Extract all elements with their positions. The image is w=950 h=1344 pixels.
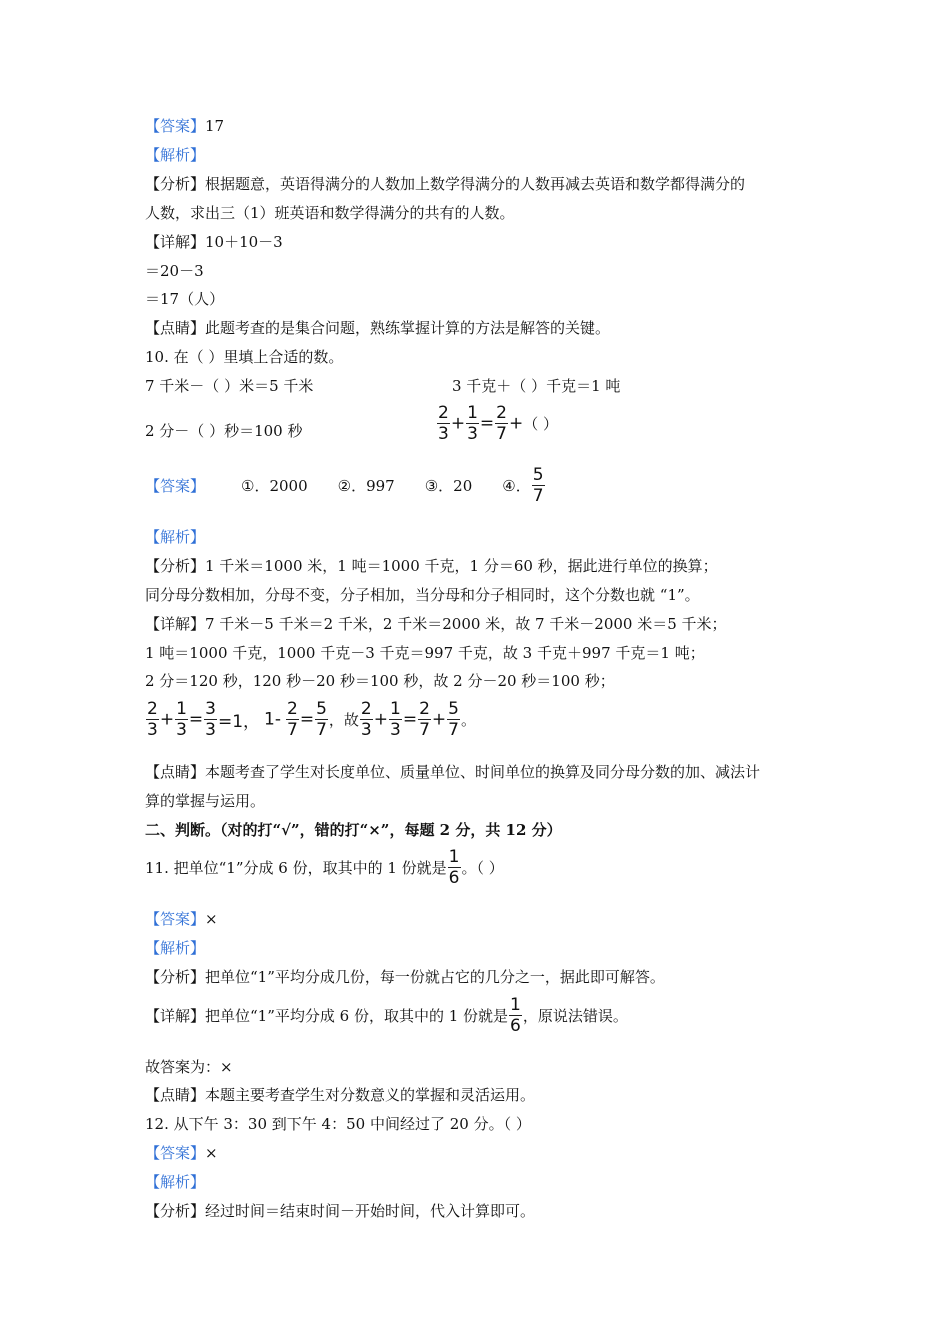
q10-row2-equation: $\frac{2}{3}$ + $\frac{1}{3}$ = $\frac{2}{7}$ +（ ） — [438, 403, 559, 444]
fraction: $\frac{1}{3}$ — [390, 699, 401, 740]
q9-detail-line2: ＝20－3 — [145, 262, 204, 280]
q10-comment-line1: 【点睛】本题考查了学生对长度单位、质量单位、时间单位的换算及同分母分数的加、减法计 — [145, 763, 761, 781]
q10-row2-left: 2 分－（ ）秒＝100 秒 — [145, 422, 303, 440]
answer-tag: 【答案】 — [145, 117, 206, 135]
fraction: $\frac{1}{3}$ — [467, 403, 478, 444]
q11-question: 11. 把单位“1”分成 6 份，取其中的 1 份就是 $\frac{1}{6}$ 。（ ） — [145, 847, 504, 888]
q11-answer-line — [145, 909, 218, 929]
q9-detail-line1: 【详解】10＋10－3 — [145, 233, 283, 251]
q10-title: 10. 在（ ）里填上合适的数。 — [145, 348, 344, 366]
q10-detail-line1: 【详解】7 千米－5 千米＝2 千米，2 千米＝2000 米，故 7 千米－2000 米＝5 千米； — [145, 615, 727, 633]
q9-detail-line3: ＝17（人） — [145, 290, 225, 308]
q10-analysis-line2: 同分母分数相加，分母不变，分子相加，当分母和分子相同时，这个分数也就 “1”。 — [145, 586, 700, 604]
q10-detail-line2: 1 吨＝1000 千克，1000 千克－3 千克＝997 千克，故 3 千克＋997 千克＝1 吨； — [145, 644, 705, 662]
fraction: $\frac{2}{7}$ — [496, 403, 507, 444]
q10-answer-3: ③．20 — [424, 477, 473, 495]
q10-analysis-tag: 【解析】 — [145, 528, 206, 546]
fraction: $\frac{5}{7}$ — [316, 699, 327, 740]
q9-answer: 17 — [205, 117, 225, 135]
fraction: $\frac{2}{7}$ — [287, 699, 298, 740]
q12-analysis: 【分析】经过时间＝结束时间－开始时间，代入计算即可。 — [145, 1202, 536, 1220]
fraction: $\frac{1}{3}$ — [176, 699, 187, 740]
q11-comment: 【点睛】本题主要考查学生对分数意义的掌握和灵活运用。 — [145, 1086, 536, 1104]
q10-fraction-equations: $\frac{2}{3}$ + $\frac{1}{3}$ = $\frac{3}{3}$ =1， 1- $\frac{2}{7}$ = $\frac{5}{7}$ ，故 $\frac{2}{3}$ + $\frac{1}{3}$ = $\frac{2}{7}$ + $\frac{5}{7}$ 。 — [147, 699, 476, 740]
q9-answer-line — [145, 116, 224, 136]
q12-analysis-tag: 【解析】 — [145, 1173, 206, 1191]
q10-detail-line3: 2 分＝120 秒，120 秒－20 秒＝100 秒，故 2 分－20 秒＝100 秒； — [145, 672, 615, 690]
fraction: $\frac{2}{7}$ — [419, 699, 430, 740]
q11-detail: 【详解】把单位“1”平均分成 6 份，取其中的 1 份就是 $\frac{1}{6}$ ，原说法错误。 — [145, 995, 628, 1036]
fraction: $\frac{2}{3}$ — [438, 403, 449, 444]
answer-tag: 【答案】 — [145, 910, 206, 928]
fraction: $\frac{1}{6}$ — [448, 847, 460, 888]
q12-answer-line — [145, 1143, 218, 1163]
q12-answer: × — [205, 1144, 218, 1162]
fraction: $\frac{1}{6}$ — [510, 995, 521, 1036]
fraction: $\frac{5}{7}$ — [448, 699, 459, 740]
fraction: $\frac{3}{3}$ — [205, 699, 216, 740]
section-heading: 二、判断。（对的打“√”，错的打“×”，每题 2 分，共 12 分） — [145, 821, 562, 839]
q12-question: 12. 从下午 3：30 到下午 4：50 中间经过了 20 分。（ ） — [145, 1115, 531, 1133]
q10-answer-4: ④． — [502, 477, 531, 495]
q10-row1-right: 3 千克＋（ ）千克＝1 吨 — [452, 377, 621, 395]
q10-comment-line2: 算的掌握与运用。 — [145, 792, 266, 810]
q11-analysis: 【分析】把单位“1”平均分成几份，每一份就占它的几分之一，据此即可解答。 — [145, 968, 665, 986]
q10-answer-line — [145, 466, 546, 505]
q10-answer-1: ①．2000 — [241, 477, 308, 495]
fraction: $\frac{2}{3}$ — [147, 699, 158, 740]
q9-comment: 【点睛】此题考查的是集合问题，熟练掌握计算的方法是解答的关键。 — [145, 319, 611, 337]
answer-tag: 【答案】 — [145, 477, 206, 495]
answer-tag: 【答案】 — [145, 1144, 206, 1162]
q11-analysis-tag: 【解析】 — [145, 939, 206, 957]
q10-analysis-line1: 【分析】1 千米＝1000 米，1 吨＝1000 千克，1 分＝60 秒，据此进行单位的换算； — [145, 557, 718, 575]
q9-analysis-tag: 【解析】 — [145, 146, 206, 164]
q9-analysis-line1: 【分析】根据题意，英语得满分的人数加上数学得满分的人数再减去英语和数学都得满分的 — [145, 175, 746, 193]
q9-analysis-line2: 人数，求出三（1）班英语和数学得满分的共有的人数。 — [145, 204, 515, 222]
q10-answer-2: ②．997 — [337, 477, 395, 495]
fraction: $\frac{2}{3}$ — [360, 699, 372, 740]
q10-row1-left: 7 千米－（ ）米＝5 千米 — [145, 377, 314, 395]
fraction: $\frac{5}{7}$ — [532, 465, 544, 506]
q11-conclusion: 故答案为：× — [145, 1058, 233, 1076]
q11-answer: × — [205, 910, 218, 928]
